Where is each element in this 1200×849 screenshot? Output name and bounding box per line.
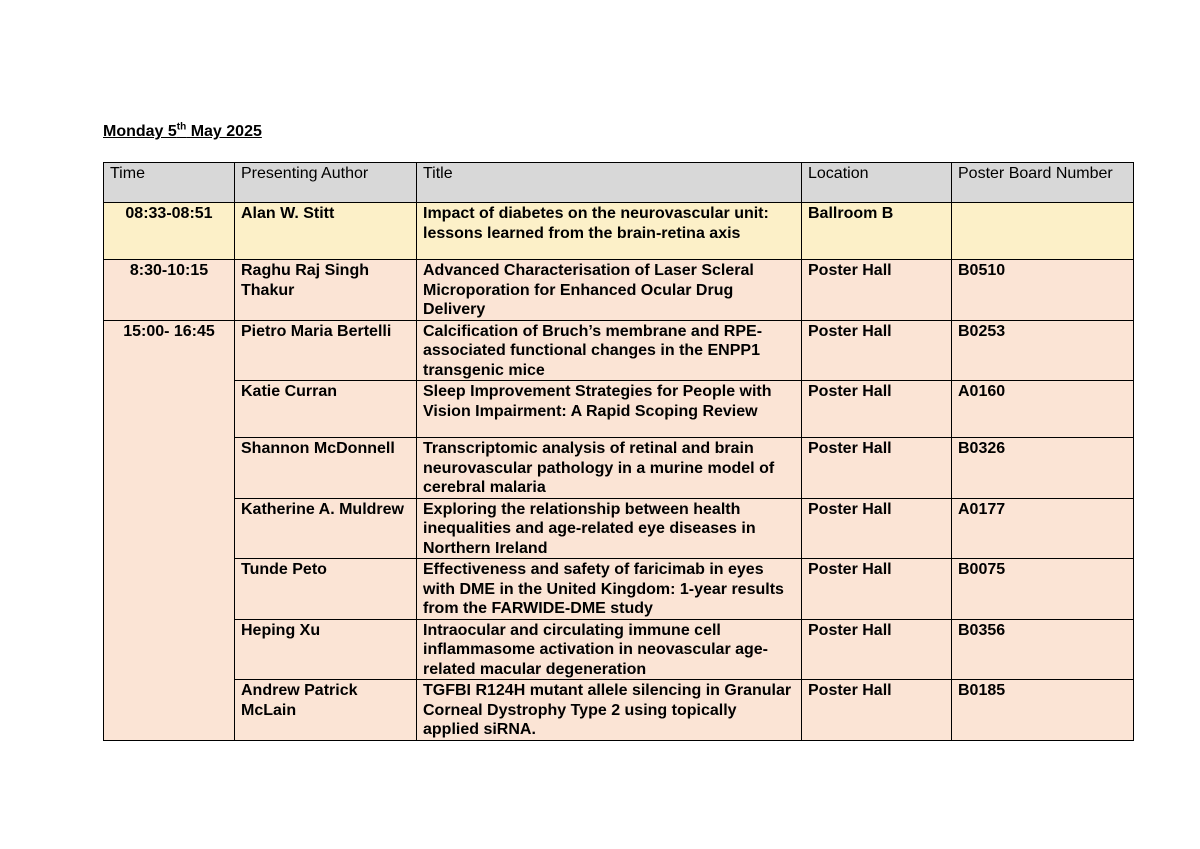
location-cell: Poster Hall	[802, 680, 952, 741]
table-row	[104, 320, 1134, 381]
board-cell: A0160	[952, 381, 1134, 438]
header-presenting-author: Presenting Author	[235, 163, 417, 203]
header-poster-board-number: Poster Board Number	[952, 163, 1134, 203]
page-heading	[103, 123, 262, 141]
title-cell: Exploring the relationship between health inequalities and age-related eye diseases in Northern Ireland	[417, 498, 802, 559]
location-cell: Poster Hall	[802, 619, 952, 680]
schedule-table	[103, 162, 1134, 741]
table-row	[104, 680, 1134, 741]
table-row	[104, 438, 1134, 499]
heading-prefix: Monday 5	[103, 123, 177, 140]
title-cell: Sleep Improvement Strategies for People with Vision Impairment: A Rapid Scoping Review	[417, 381, 802, 438]
title-cell: TGFBI R124H mutant allele silencing in Granular Corneal Dystrophy Type 2 using topically applied siRNA.	[417, 680, 802, 741]
location-cell: Poster Hall	[802, 498, 952, 559]
location-cell: Ballroom B	[802, 203, 952, 260]
location-cell: Poster Hall	[802, 438, 952, 499]
board-cell: B0075	[952, 559, 1134, 620]
location-cell: Poster Hall	[802, 559, 952, 620]
title-cell: Intraocular and circulating immune cell inflammasome activation in neovascular age-related macular degeneration	[417, 619, 802, 680]
title-cell: Advanced Characterisation of Laser Scleral Microporation for Enhanced Ocular Drug Delivery	[417, 260, 802, 321]
location-cell: Poster Hall	[802, 381, 952, 438]
author-cell: Andrew Patrick McLain	[235, 680, 417, 741]
board-cell: B0326	[952, 438, 1134, 499]
author-cell: Raghu Raj Singh Thakur	[235, 260, 417, 321]
title-cell: Effectiveness and safety of faricimab in eyes with DME in the United Kingdom: 1-year results from the FARWIDE-DME study	[417, 559, 802, 620]
time-cell: 8:30-10:15	[104, 260, 235, 321]
board-cell	[952, 203, 1134, 260]
location-cell: Poster Hall	[802, 260, 952, 321]
heading-superscript: th	[176, 121, 187, 133]
title-cell: Impact of diabetes on the neurovascular unit: lessons learned from the brain-retina axis	[417, 203, 802, 260]
board-cell: B0253	[952, 320, 1134, 381]
table-row	[104, 203, 1134, 260]
author-cell: Pietro Maria Bertelli	[235, 320, 417, 381]
time-cell: 15:00- 16:45	[104, 320, 235, 740]
author-cell: Shannon McDonnell	[235, 438, 417, 499]
header-time: Time	[104, 163, 235, 203]
board-cell: B0510	[952, 260, 1134, 321]
table-row	[104, 559, 1134, 620]
author-cell: Alan W. Stitt	[235, 203, 417, 260]
time-cell: 08:33-08:51	[104, 203, 235, 260]
header-location: Location	[802, 163, 952, 203]
author-cell: Tunde Peto	[235, 559, 417, 620]
table-row	[104, 619, 1134, 680]
table-row	[104, 381, 1134, 438]
header-row	[104, 163, 1134, 203]
header-title: Title	[417, 163, 802, 203]
author-cell: Katherine A. Muldrew	[235, 498, 417, 559]
title-cell: Calcification of Bruch’s membrane and RPE-associated functional changes in the ENPP1 transgenic mice	[417, 320, 802, 381]
location-cell: Poster Hall	[802, 320, 952, 381]
board-cell: B0185	[952, 680, 1134, 741]
board-cell: A0177	[952, 498, 1134, 559]
heading-suffix: May 2025	[186, 123, 262, 140]
table-row	[104, 498, 1134, 559]
board-cell: B0356	[952, 619, 1134, 680]
title-cell: Transcriptomic analysis of retinal and brain neurovascular pathology in a murine model of cerebral malaria	[417, 438, 802, 499]
author-cell: Heping Xu	[235, 619, 417, 680]
author-cell: Katie Curran	[235, 381, 417, 438]
table-row	[104, 260, 1134, 321]
